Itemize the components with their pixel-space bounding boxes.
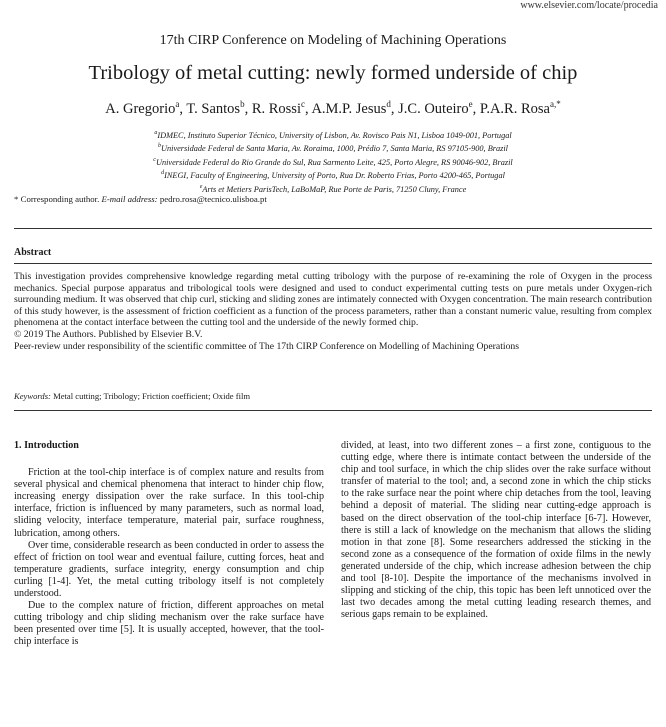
body-paragraph: Friction at the tool-chip interface is of complex nature and results from several physical and chemical phenomena that interact to hinder chip flow, increasing energy dissipation over the rake surface. In this tool-chip interface, friction is influenced by many parameters, such as normal load, sliding velocity, interface temperature, material pair, surface roughness, lubrication, among others. xyxy=(14,467,324,539)
affiliation-sup: e xyxy=(199,183,203,190)
author-sup: c xyxy=(300,99,305,109)
abstract-text: This investigation provides comprehensive knowledge regarding metal cutting tribology with the purpose of re-examining the role of Oxygen in the process mechanics. Special purpose apparatus and tribological tools were designed and used to conduct experimental cutting tests on pure metals under Oxygen-rich surrounding medium. It was observed that chip curl, sticking and sliding zones are intimately connected with Oxygen concentration. The main research contribution of this study however, is the assessment of friction coefficient as a function of the process parameters, rather than a constant numeric value, resulting from complex phenomena at the contact interface between the cutting tool and the underside of the newly formed chip. xyxy=(14,271,652,329)
author-sup: d xyxy=(386,99,391,109)
conference-name: 17th CIRP Conference on Modeling of Machining Operations xyxy=(159,33,507,48)
author-name: P.A.R. Rosa xyxy=(479,100,550,117)
column-left xyxy=(14,440,324,649)
copyright-text: © 2019 The Authors. Published by Elsevier B.V. xyxy=(14,328,203,340)
author-name: T. Santos xyxy=(186,100,241,117)
author-name: J.C. Outeiro xyxy=(398,100,469,117)
affiliation-text: INEGI, Faculty of Engineering, University of Porto, Rua Dr. Roberto Frias, Porto 4200-465, Portugal xyxy=(164,171,505,181)
affiliation-sup: c xyxy=(153,156,156,163)
journal-url[interactable]: www.elsevier.com/locate/procedia xyxy=(520,0,658,11)
author-name: A.M.P. Jesus xyxy=(311,100,387,117)
affiliation-sup: a xyxy=(154,130,158,136)
affiliation xyxy=(0,168,666,181)
affiliation-list xyxy=(0,128,666,195)
affiliation-text: IDMEC, Instituto Superior Técnico, University of Lisbon, Av. Rovisco Pais N1, Lisboa 1049-001, Portugal xyxy=(157,130,512,140)
affiliation-text: Arts et Metiers ParisTech, LaBoMaP, Rue Porte de Paris, 71250 Cluny, France xyxy=(202,184,467,194)
affiliation-sup: d xyxy=(161,170,165,177)
affiliation-text: Universidade Federal de Santa Maria, Av. Roraima, 1000, Prédio 7, Santa Maria, RS 97105-900, Brazil xyxy=(161,144,508,154)
author-name: A. Gregorio xyxy=(105,100,176,117)
affiliation-text: Universidade Federal do Rio Grande do Sul, Rua Sarmento Leite, 425, Porto Alegre, RS 90046-902, Brazil xyxy=(155,157,513,167)
keywords xyxy=(14,391,250,401)
keywords-label: Keywords: xyxy=(14,391,51,401)
email-label: E-mail address: xyxy=(101,194,158,204)
abstract-body xyxy=(14,271,652,352)
divider xyxy=(14,410,652,411)
body-paragraph: divided, at least, into two different zones – a first zone, contiguous to the cutting edge, where there is intimate contact between the underside of the chip and tool surface, in which the chip slides over the rake surface without transfer of material to the tool; and, a second zone in which the chip sticks to the rake surface near the point where chip detaches from the tool, leaving behind a deposit of material. The sliding near cutting-edge approach is based on the direct observation of the tool-chip interface [6-7]. However, there is still a lack of knowledge on the mechanism that allows the sliding motion in that zone [8]. Some researchers addressed the sticking in the second zone as a consequence of the formation of oxide films in the newly generated underside of the chip, which increase adhesion between the chip and tool [8-10]. Despite the importance of the mechanisms involved in slipping and sticking of the chip, this topic has been left unnoticed over the last two decades among the metal cutting leading research themes, and serious gaps remain to be explained. xyxy=(341,440,651,621)
affiliation xyxy=(0,128,666,141)
corresponding-author xyxy=(14,194,267,204)
body-paragraph: Due to the complex nature of friction, different approaches on metal cutting tribology and chip sliding mechanism over the rake surface have been presented over time [5]. It is usually accepted, however, that the tool-chip interface is xyxy=(14,600,324,648)
author-list: A. Gregorio$^a$, T. Santos$^b$, R. Rossi$^c$, A.M.P. Jesus$^d$, J.C. Outeiro$^e$, P.A.R. Rosa$^{a,*}$ xyxy=(105,99,561,117)
abstract-heading: Abstract xyxy=(14,247,52,258)
corresponding-prefix: * Corresponding author. xyxy=(14,194,100,204)
column-right xyxy=(341,440,651,621)
author-sup: a,* xyxy=(549,99,561,109)
paper-title: Tribology of metal cutting: newly formed underside of chip xyxy=(88,62,578,84)
intro-heading: 1. Introduction xyxy=(14,440,79,451)
keywords-text: Metal cutting; Tribology; Friction coefficient; Oxide film xyxy=(53,391,251,401)
body-paragraph: Over time, considerable research as been conducted in order to assess the effect of friction on tool wear and eventual failure, cutting forces, heat and temperature gradients, surface integrity, energy consumption and chip curling [1-4]. Yet, the metal cutting tribology itself is not completely understood. xyxy=(14,539,324,600)
author-sup: e xyxy=(468,99,473,109)
affiliation-sup: b xyxy=(158,143,161,150)
email-link[interactable]: pedro.rosa@tecnico.ulisboa.pt xyxy=(159,194,267,204)
affiliation xyxy=(0,155,666,168)
author-name: R. Rossi xyxy=(251,100,301,117)
divider xyxy=(14,228,652,229)
divider xyxy=(14,263,652,264)
author-sup: a xyxy=(175,99,180,109)
peer-review-text: Peer-review under responsibility of the scientific committee of The 17th CIRP Conference on Modelling of Machining Operations xyxy=(14,340,520,352)
author-sup: b xyxy=(240,99,245,109)
affiliation xyxy=(0,141,666,154)
